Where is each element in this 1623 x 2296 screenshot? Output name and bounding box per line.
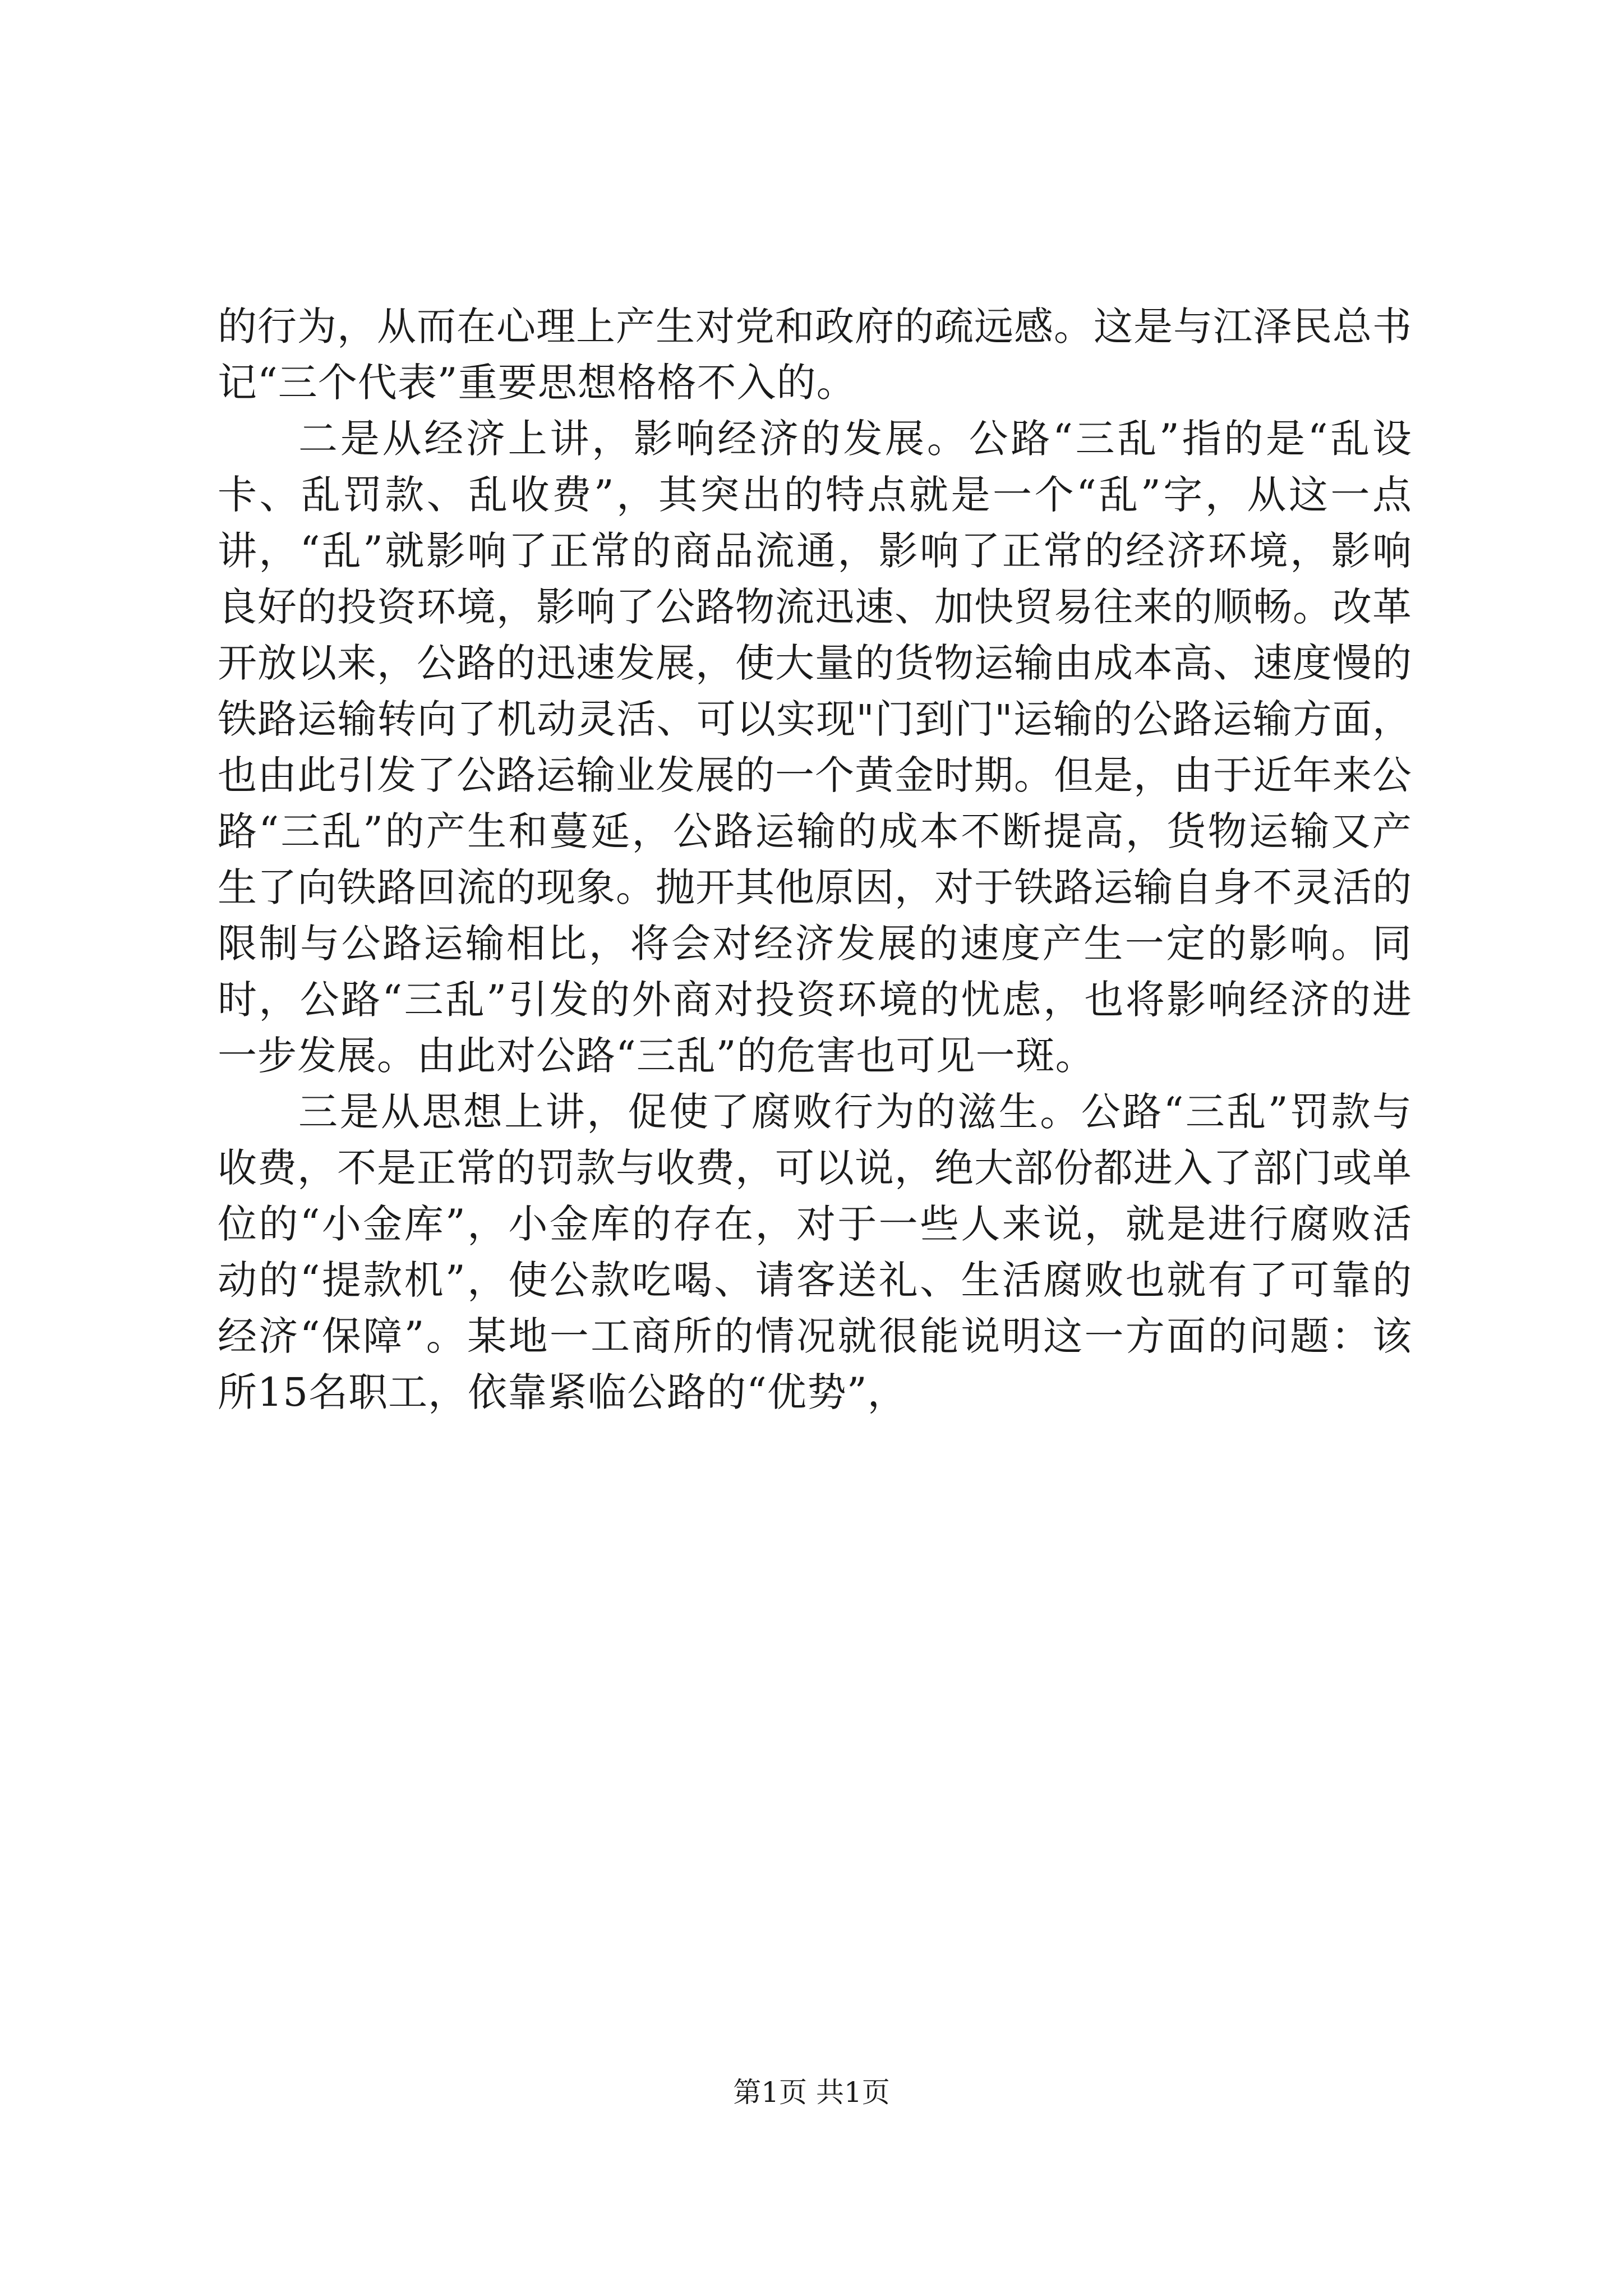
page-footer: 第1页 共1页 xyxy=(733,2076,890,2109)
paragraph-continuation: 的行为，从而在心理上产生对党和政府的疏远感。这是与江泽民总书记“三个代表”重要思想格格不入的。 xyxy=(218,303,1412,406)
paragraph-corruption: 三是从思想上讲，促使了腐败行为的滋生。公路“三乱”罚款与收费，不是正常的罚款与收费，可以说，绝大部份都进入了部门或单位的“小金库”，小金库的存在，对于一些人来说，就是进行腐败活动的“提款机”，使公款吃喝、请客送礼、生活腐败也就有了可靠的经济“保障”。某地一工商所的情况就很能说明这一方面的问题：该所15名职工，依靠紧临公路的“优势”， xyxy=(218,1089,1412,1415)
document-body xyxy=(218,298,1412,1420)
paragraph-economic-impact: 二是从经济上讲，影响经济的发展。公路“三乱”指的是“乱设卡、乱罚款、乱收费”，其突出的特点就是一个“乱”字，从这一点讲，“乱”就影响了正常的商品流通，影响了正常的经济环境，影响良好的投资环境，影响了公路物流迅速、加快贸易往来的顺畅。改革开放以来，公路的迅速发展，使大量的货物运输由成本高、速度慢的铁路运输转向了机动灵活、可以实现"门到门"运输的公路运输方面，也由此引发了公路运输业发展的一个黄金时期。但是，由于近年来公路“三乱”的产生和蔓延，公路运输的成本不断提高，货物运输又产生了向铁路回流的现象。抛开其他原因，对于铁路运输自身不灵活的限制与公路运输相比，将会对经济发展的速度产生一定的影响。同时，公路“三乱”引发的外商对投资环境的忧虑，也将影响经济的进一步发展。由此对公路“三乱”的危害也可见一斑。 xyxy=(218,416,1412,1079)
